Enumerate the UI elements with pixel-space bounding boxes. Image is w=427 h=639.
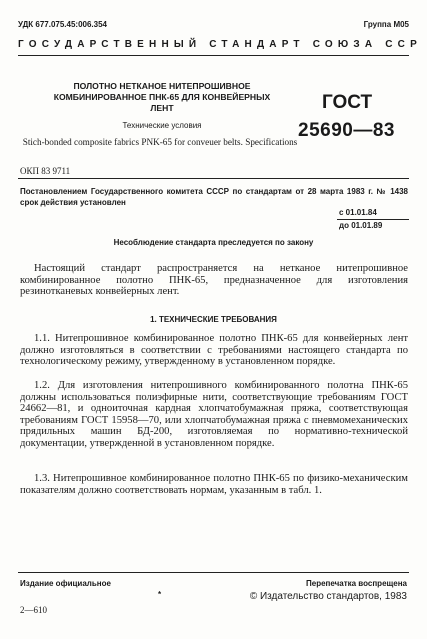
decree-rule (18, 178, 409, 179)
validity-dates (337, 207, 409, 232)
document-subtitle: Технические условия (122, 121, 202, 130)
page-code: 2—610 (20, 605, 47, 615)
footer-rule (18, 572, 409, 573)
paragraph-1-3: 1.3. Нитепрошивное комбинированное полотно ПНК-65 по физико-механическим показателям должно соответствовать нормам, указанным в табл. 1. (20, 473, 408, 496)
law-warning: Несоблюдение стандарта преследуется по закону (113, 238, 314, 247)
reprint-prohibited: Перепечатка воспрещена (306, 579, 407, 588)
official-edition: Издание официальное (20, 579, 111, 588)
header-rule (18, 55, 409, 56)
udc-code: УДК 677.075.45:006.354 (18, 20, 107, 29)
section-title: 1. ТЕХНИЧЕСКИЕ ТРЕБОВАНИЯ (150, 315, 277, 324)
paragraph-1-2: 1.2. Для изготовления нитепрошивного комбинированного полотна ПНК-65 должны использоваться полиэфирные нити, соответствующие требованиям ГОСТ 24662—81, и одноиточная кардная хлопчатобумажная пряжа, соответствующая требованиям ГОСТ 15958—70, или хлопчатобумажная пряжа с пневмомеханических прядильных машин БД-200, изготовляемая по нормативно-технической документации, утвержденной в установленном порядке. (20, 380, 408, 449)
copyright: © Издательство стандартов, 1983 (249, 591, 407, 602)
gost-number: 25690—83 (298, 120, 395, 141)
english-title: Stich-bonded composite fabrics PNK-65 for conveuer belts. Specifications (22, 137, 298, 147)
gost-label: ГОСТ (322, 92, 373, 113)
date-to: до 01.01.89 (339, 221, 383, 230)
document-title: ПОЛОТНО НЕТКАНОЕ НИТЕПРОШИВНОЕ КОМБИНИРОВАННОЕ ПНК-65 ДЛЯ КОНВЕЙЕРНЫХ ЛЕНТ (53, 81, 271, 113)
decree-text: Постановлением Государственного комитета СССР по стандартам от 28 марта 1983 г. № 1438 срок действия установлен (20, 187, 408, 207)
intro-paragraph: Настоящий стандарт распространяется на нетканое нитепрошивное комбинированное полотно ПНК-65, предназначенное для изготовления резинотканевых конвейерных лент. (20, 263, 408, 298)
paragraph-1-1: 1.1. Нитепрошивное комбинированное полотно ПНК-65 для конвейерных лент должно изготовляться в соответствии с требованиями настоящего стандарта по технологическому режиму, утвержденному в установленном порядке. (20, 333, 408, 368)
date-from: с 01.01.84 (337, 207, 409, 220)
standard-banner: ГОСУДАРСТВЕННЫЙ СТАНДАРТ СОЮЗА ССР (18, 39, 422, 50)
footer-star: * (158, 590, 162, 599)
group-code: Группа М05 (363, 20, 409, 29)
okp-code: ОКП 83 9711 (20, 166, 71, 176)
